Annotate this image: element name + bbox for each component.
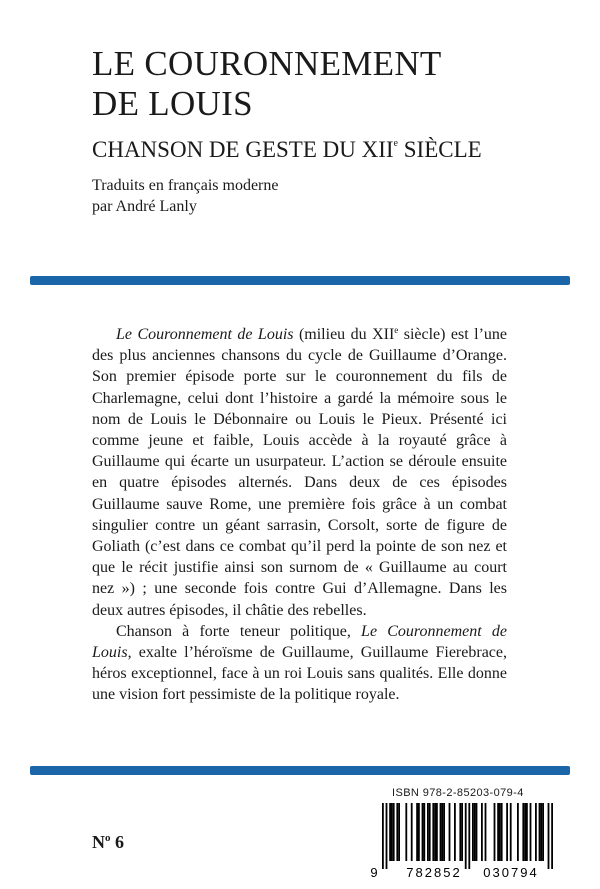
- barcode-bar: [423, 803, 425, 861]
- blurb-p1-a: (milieu du: [293, 326, 373, 343]
- barcode-bar: [494, 803, 496, 861]
- blurb-p1-title: Le Couronnement de Louis: [116, 326, 294, 343]
- barcode-bar: [499, 803, 501, 861]
- barcode-bar: [416, 803, 418, 861]
- barcode-bar: [461, 803, 463, 861]
- barcode-bar: [535, 803, 537, 861]
- blurb-p1-b: siècle) est l’une des plus anciennes chansons du cycle de Guillaume d’Orange. Son premier épisode porte sur le couronnement du fils de Charlemagne, celui dont l’histoire a gardé la mémoire sous le nom de Louis le Débonnaire ou Louis le Pieux. Présenté ici comme jeune et faible, Louis accède à la royauté grâce à Guillaume qui écarte un usurpateur. L’action se déroule ensuite en quatre épisodes alternés. Dans deux de ces épisodes Guillaume sauve Rome, une première fois grâce à un combat singulier contre un géant sarrasin, Corsolt, sorte de figure de Goliath (c’est dans ce combat qu’il perd la pointe de son nez et que le récit justifie ainsi son surnom de « Guillaume au court nez ») ; une seconde fois contre Gui d’Allemagne. Dans les deux autres épisodes, il châtie des rebelles.: [92, 326, 508, 619]
- book-subtitle: [92, 130, 482, 164]
- credits-line-2: par André Lanly: [92, 198, 197, 215]
- barcode-bar: [391, 803, 393, 861]
- blurb-p2-title: Le Couronnement de Louis: [92, 622, 508, 662]
- barcode-bar: [434, 803, 436, 861]
- barcode-bar: [472, 803, 474, 861]
- barcode-bar: [526, 803, 528, 861]
- barcode-bar: [474, 803, 476, 861]
- barcode-bar: [449, 803, 451, 861]
- barcode-bar: [398, 803, 400, 861]
- isbn-barcode: [364, 787, 564, 881]
- barcode-bar: [540, 803, 542, 861]
- blurb-p1-sup: e: [394, 325, 399, 335]
- barcode-bar: [393, 803, 395, 861]
- series-number-prefix: N: [92, 832, 105, 852]
- blurb-p2-a: Chanson à forte teneur politique,: [116, 622, 362, 640]
- blurb-paragraph-2: [92, 621, 507, 706]
- series-number: [92, 832, 124, 853]
- barcode-graphic: [364, 803, 564, 881]
- barcode-bar: [405, 803, 407, 861]
- bottom-blue-rule: [30, 766, 570, 775]
- barcode-bar: [530, 803, 532, 861]
- barcode-bar: [551, 803, 553, 869]
- barcode-bar: [440, 803, 442, 861]
- translator-credits: [92, 175, 278, 217]
- title-line-2: DE LOUIS: [92, 84, 253, 123]
- barcode-bar: [542, 803, 544, 861]
- blurb-paragraph-1: [92, 320, 507, 621]
- blurb-p1-century: XII: [372, 326, 395, 343]
- barcode-bar: [501, 803, 503, 861]
- barcode-bar: [539, 803, 541, 861]
- blurb-p2-b: , exalte l’héroïsme de Guillaume, Guillaume Fierebrace, héros exceptionnel, face à un roi Louis sans qualités. Elle donne une vision fort pessimiste de la politique royale.: [92, 644, 507, 704]
- subtitle-sup: e: [393, 138, 398, 149]
- barcode-bar: [427, 803, 429, 861]
- series-number-value: 6: [110, 832, 124, 852]
- credits-line-1: Traduits en français moderne: [92, 177, 279, 194]
- barcode-bar: [454, 803, 456, 861]
- barcode-digits-right: 030794: [483, 865, 539, 880]
- barcode-bar: [441, 803, 443, 861]
- blurb-text: [92, 320, 507, 706]
- barcode-bar: [443, 803, 445, 861]
- barcode-bar: [497, 803, 499, 861]
- barcode-bar: [506, 803, 508, 861]
- barcode-bar: [485, 803, 487, 861]
- barcode-bar: [396, 803, 398, 861]
- barcode-bar: [476, 803, 478, 861]
- barcode-bar: [429, 803, 431, 861]
- barcode-bar: [510, 803, 512, 861]
- barcode-digits-left: 782852: [406, 865, 462, 880]
- barcode-bar: [517, 803, 519, 861]
- subtitle-main: CHANSON DE GESTE DU XII: [92, 137, 394, 162]
- isbn-label: ISBN 978-2-85203-079-4: [392, 787, 524, 799]
- barcode-bar: [382, 803, 384, 869]
- barcode-bar: [459, 803, 461, 861]
- book-title: [92, 44, 442, 124]
- barcode-bar: [468, 803, 470, 869]
- barcode-digit-first: 9: [370, 865, 378, 880]
- barcode-bar: [522, 803, 524, 861]
- barcode-bar: [436, 803, 438, 861]
- subtitle-end: SIÈCLE: [398, 137, 482, 162]
- barcode-bar: [524, 803, 526, 861]
- barcode-bar: [418, 803, 420, 861]
- barcode-bar: [465, 803, 467, 869]
- top-blue-rule: [30, 276, 570, 285]
- barcode-bar: [389, 803, 391, 861]
- barcode-bar: [386, 803, 388, 869]
- barcode-bar: [411, 803, 413, 861]
- title-line-1: LE COURONNEMENT: [92, 44, 442, 83]
- barcode-bar: [481, 803, 483, 861]
- barcode-bar: [548, 803, 550, 869]
- barcode-bar: [432, 803, 434, 861]
- series-number-sup: o: [105, 832, 111, 844]
- barcode-bar: [422, 803, 424, 861]
